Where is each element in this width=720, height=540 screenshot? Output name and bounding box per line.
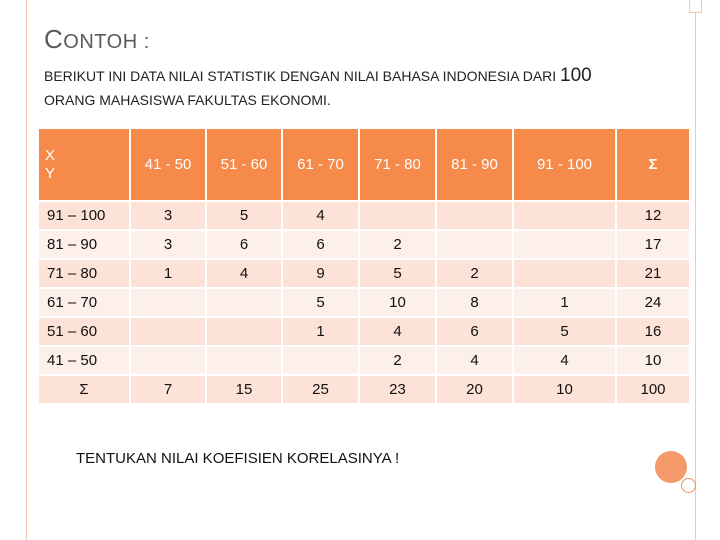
right-border-line (695, 0, 696, 540)
table-cell: 9 (283, 260, 358, 287)
row-label: 61 – 70 (39, 289, 129, 316)
table-cell (437, 202, 512, 229)
header-cell: 81 - 90 (437, 129, 512, 200)
decorative-circle-large (655, 451, 687, 483)
question-text: TENTUKAN NILAI KOEFISIEN KORELASINYA ! (76, 450, 400, 467)
table-cell: 20 (437, 376, 512, 403)
table-cell: 2 (360, 347, 435, 374)
table-cell: 10 (514, 376, 615, 403)
row-label: 91 – 100 (39, 202, 129, 229)
table-cell: 16 (617, 318, 689, 345)
table-cell: 3 (131, 231, 205, 258)
table-cell: 2 (360, 231, 435, 258)
table-cell: 4 (207, 260, 281, 287)
subtitle-number: 100 (560, 65, 592, 86)
row-label: 51 – 60 (39, 318, 129, 345)
table-row (39, 318, 689, 345)
table-row (39, 260, 689, 287)
table-cell: 8 (437, 289, 512, 316)
table-cell: 3 (131, 202, 205, 229)
table-cell (514, 202, 615, 229)
table-row (39, 231, 689, 258)
header-cell: 61 - 70 (283, 129, 358, 200)
header-cell: 91 - 100 (514, 129, 615, 200)
row-label: 71 – 80 (39, 260, 129, 287)
top-right-decoration (689, 0, 702, 13)
table-cell: 24 (617, 289, 689, 316)
table-cell: 4 (514, 347, 615, 374)
row-label: 81 – 90 (39, 231, 129, 258)
table-cell (514, 260, 615, 287)
corner-x-label: X (45, 146, 56, 164)
table-cell: 6 (207, 231, 281, 258)
table-header-row (39, 129, 689, 200)
subtitle-part2: ORANG MAHASISWA FAKULTAS EKONOMI. (44, 92, 331, 108)
table-sum-row (39, 376, 689, 403)
left-border-line (26, 0, 27, 540)
table-row (39, 289, 689, 316)
table-cell (207, 318, 281, 345)
row-label-sum: Σ (39, 376, 129, 403)
table-cell: 5 (514, 318, 615, 345)
title-rest: ONTOH : (63, 31, 150, 53)
table-cell: 5 (360, 260, 435, 287)
table-cell: 1 (131, 260, 205, 287)
table-cell: 1 (514, 289, 615, 316)
table-cell: 6 (437, 318, 512, 345)
table-cell (283, 347, 358, 374)
table-cell: 12 (617, 202, 689, 229)
corner-y-label: Y (45, 164, 56, 182)
table-cell (131, 347, 205, 374)
table-cell: 5 (283, 289, 358, 316)
table-cell: 100 (617, 376, 689, 403)
table-cell (360, 202, 435, 229)
table-cell: 10 (360, 289, 435, 316)
table-cell: 1 (283, 318, 358, 345)
table-cell: 4 (283, 202, 358, 229)
row-label: 41 – 50 (39, 347, 129, 374)
header-cell: 71 - 80 (360, 129, 435, 200)
table-cell: 21 (617, 260, 689, 287)
slide-subtitle (44, 64, 644, 112)
table-cell: 5 (207, 202, 281, 229)
table-cell: 17 (617, 231, 689, 258)
table-cell: 23 (360, 376, 435, 403)
table-cell: 4 (360, 318, 435, 345)
table-cell (437, 231, 512, 258)
header-cell: 41 - 50 (131, 129, 205, 200)
table-cell: 2 (437, 260, 512, 287)
table-cell: 15 (207, 376, 281, 403)
table-cell: 7 (131, 376, 205, 403)
table-cell (207, 289, 281, 316)
table-row (39, 202, 689, 229)
header-cell: 51 - 60 (207, 129, 281, 200)
table-cell (131, 318, 205, 345)
slide-title (44, 24, 150, 55)
table-cell (207, 347, 281, 374)
decorative-circle-small (681, 478, 696, 493)
table-cell: 25 (283, 376, 358, 403)
table-cell: 6 (283, 231, 358, 258)
title-first-letter: C (44, 24, 64, 54)
table-cell: 10 (617, 347, 689, 374)
correlation-table (37, 127, 691, 405)
table-cell (514, 231, 615, 258)
table-row (39, 347, 689, 374)
table-cell (131, 289, 205, 316)
header-cell-sum: Σ (617, 129, 689, 200)
subtitle-part1: BERIKUT INI DATA NILAI STATISTIK DENGAN NILAI BAHASA INDONESIA DARI (44, 68, 557, 84)
header-corner (39, 129, 129, 200)
table-cell: 4 (437, 347, 512, 374)
